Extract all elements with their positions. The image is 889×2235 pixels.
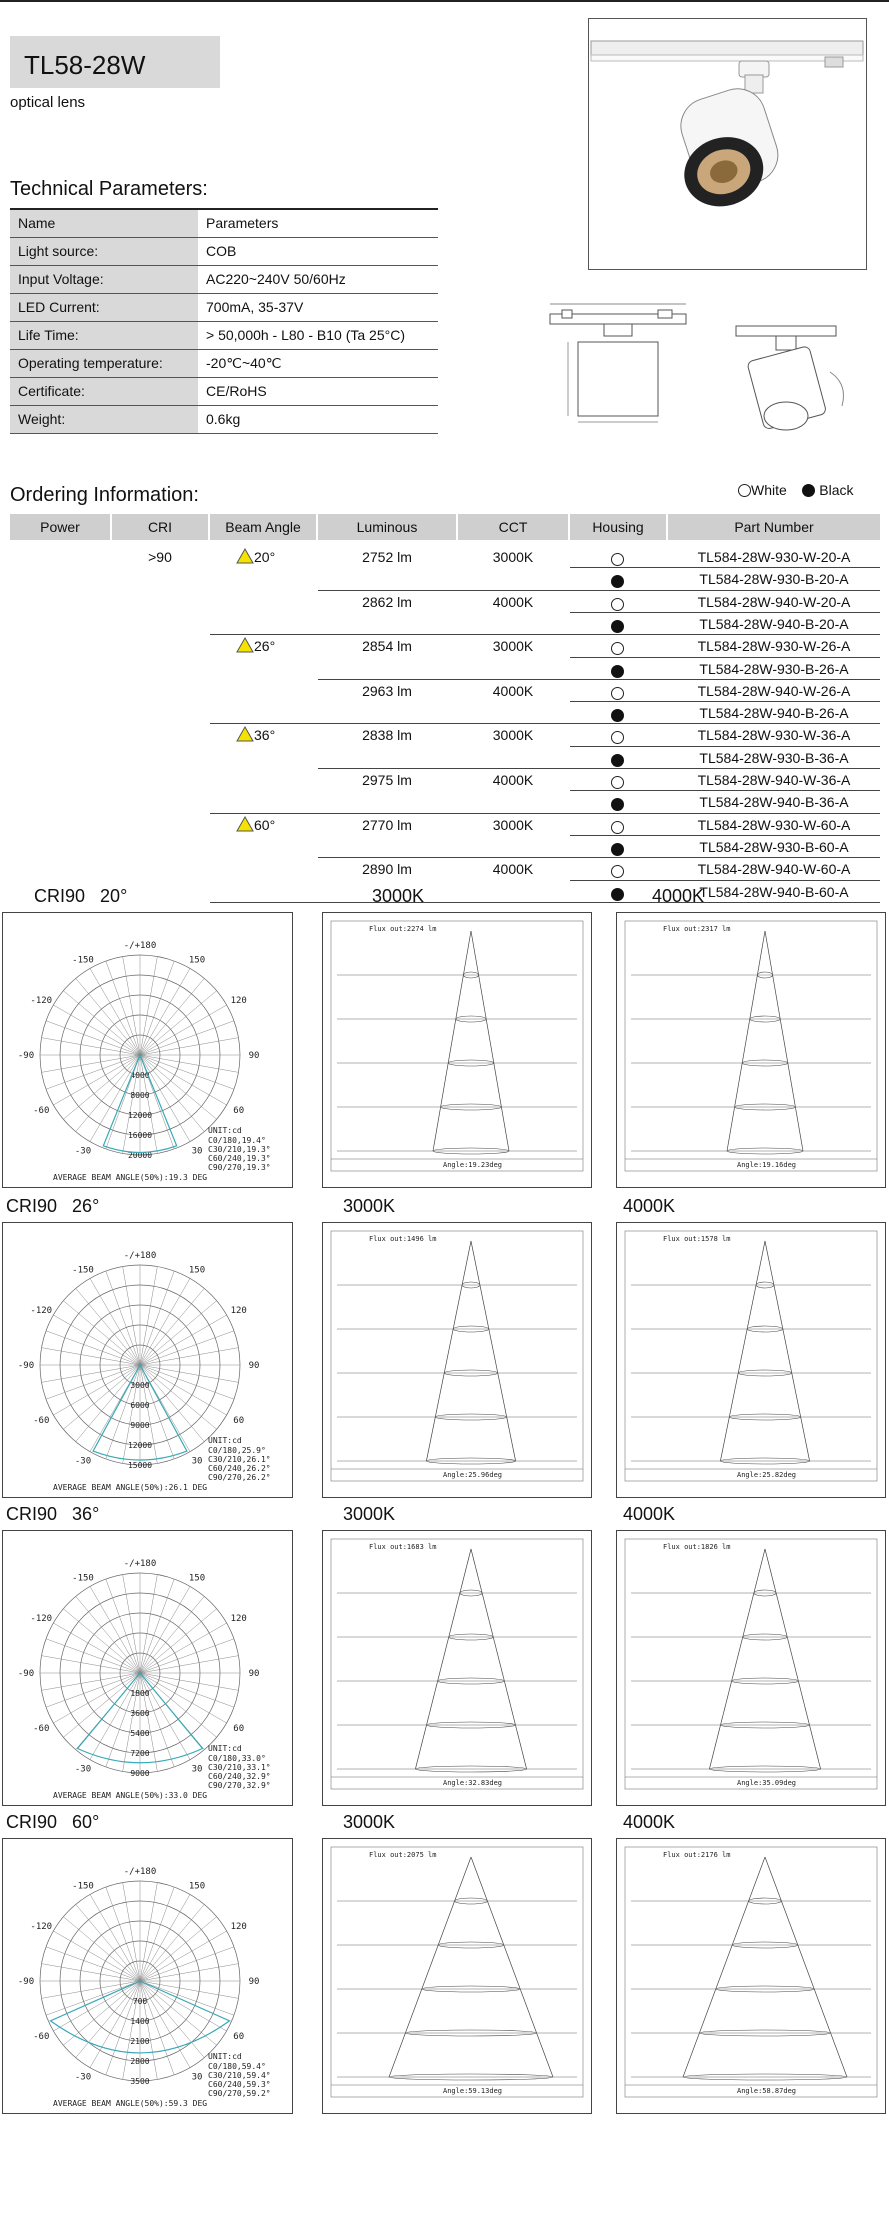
polar-angle-label: -120 xyxy=(30,1614,53,1624)
luminous-value: 2770 lm xyxy=(362,816,412,833)
cct-heading-3000k: 3000K xyxy=(372,886,425,906)
cone-edge xyxy=(720,1241,765,1461)
polar-angle-label: -/+180 xyxy=(123,1251,157,1261)
col-beam-angle: Beam Angle xyxy=(210,514,316,540)
param-value: Parameters xyxy=(198,209,438,237)
black-housing-icon xyxy=(611,665,624,678)
cone-angle-label: Angle:25.82deg xyxy=(737,1471,797,1479)
beam-divider xyxy=(210,723,318,724)
illuminance-cone-diagram xyxy=(322,1530,592,1806)
cone-frame xyxy=(625,921,877,1171)
cct-heading-3000k: 3000K xyxy=(343,1812,396,1832)
cct-heading-4000k: 4000K xyxy=(623,1196,676,1216)
polar-ring-label: 8000 xyxy=(130,1091,150,1100)
cone-edge xyxy=(426,1241,471,1461)
cct-value: 3000K xyxy=(492,638,534,655)
luminous-value: 2854 lm xyxy=(362,638,412,655)
polar-curve-label: C60/240,59.3° xyxy=(208,2080,271,2089)
polar-angle-label: 120 xyxy=(230,1306,247,1316)
polar-angle-label: -60 xyxy=(33,1106,50,1116)
cct-heading-4000k: 4000K xyxy=(623,1504,676,1524)
luminous-value: 2838 lm xyxy=(362,727,412,744)
polar-ring-label: 16000 xyxy=(127,1131,153,1140)
polar-ring-label: 700 xyxy=(132,1997,148,2006)
white-housing-icon xyxy=(611,731,624,744)
cct-value: 4000K xyxy=(492,682,534,699)
legend-white: White xyxy=(751,482,787,498)
polar-angle-label: -90 xyxy=(17,1669,35,1679)
polar-ring-label: 3500 xyxy=(130,2077,150,2086)
cone-edge xyxy=(765,1241,810,1461)
housing-marker xyxy=(611,551,624,569)
cone-edge xyxy=(765,1857,847,2077)
housing-marker xyxy=(611,596,624,614)
polar-intensity-chart xyxy=(2,1530,293,1806)
polar-ring-label: 12000 xyxy=(127,1441,153,1450)
polar-average-beam-angle: AVERAGE BEAM ANGLE(50%):26.1 DEG xyxy=(53,1483,208,1492)
part-number: TL584-28W-930-W-60-A xyxy=(697,816,851,833)
ordering-heading: Ordering Information: xyxy=(10,484,199,506)
polar-angle-label: 30 xyxy=(191,1456,203,1467)
illuminance-cone-diagram xyxy=(616,912,886,1188)
beam-angle-label: 20° xyxy=(254,549,276,565)
polar-angle-label: -90 xyxy=(17,1361,35,1371)
part-number: TL584-28W-940-W-26-A xyxy=(697,682,851,699)
white-housing-icon xyxy=(611,865,624,878)
cone-angle-label: Angle:35.09deg xyxy=(737,1779,797,1787)
beam-angle-label: 26° xyxy=(254,638,276,655)
polar-ring-label: 5400 xyxy=(130,1729,150,1738)
polar-ring-label: 9000 xyxy=(130,1421,150,1430)
polar-ring-label: 9000 xyxy=(130,1769,150,1778)
polar-angle-label: 120 xyxy=(230,1614,247,1624)
polar-curve-label: C30/210,26.1° xyxy=(208,1455,271,1464)
cone-edge xyxy=(727,931,765,1151)
illuminance-cone-diagram xyxy=(322,912,592,1188)
param-key: Weight: xyxy=(10,405,198,433)
housing-marker xyxy=(611,796,624,814)
cone-frame xyxy=(625,1231,877,1481)
photometry-heading xyxy=(34,886,127,907)
housing-marker xyxy=(611,819,624,837)
polar-angle-label: 60 xyxy=(233,2032,245,2042)
housing-marker xyxy=(611,752,624,770)
cone-edge xyxy=(471,1857,553,2077)
product-model-title: TL58-28W xyxy=(10,36,220,88)
cct-value: 3000K xyxy=(492,816,534,833)
cone-angle-label: Angle:25.96deg xyxy=(443,1471,503,1479)
cct-heading-4000k: 4000K xyxy=(623,1812,676,1832)
polar-ring-label: 12000 xyxy=(127,1111,153,1120)
part-number: TL584-28W-930-B-60-A xyxy=(699,838,849,855)
housing-marker xyxy=(611,863,624,881)
angle-label: 20° xyxy=(100,886,128,906)
housing-marker xyxy=(611,618,624,636)
col-cri: CRI xyxy=(112,514,208,540)
polar-angle-label: 30 xyxy=(191,1764,203,1775)
table-row xyxy=(10,377,438,405)
housing-marker xyxy=(611,640,624,658)
cone-edge xyxy=(765,931,803,1151)
param-value: AC220~240V 50/60Hz xyxy=(198,265,438,293)
polar-curve-label: C90/270,32.9° xyxy=(208,1781,271,1790)
tech-params-table xyxy=(10,208,438,434)
polar-angle-label: 90 xyxy=(248,1669,260,1679)
param-key: Light source: xyxy=(10,237,198,265)
white-dot-icon xyxy=(738,484,751,497)
polar-angle-label: -60 xyxy=(33,2032,50,2042)
param-value: 700mA, 35-37V xyxy=(198,293,438,321)
polar-angle-label: -120 xyxy=(30,1306,53,1316)
polar-angle-label: 60 xyxy=(233,1106,245,1116)
polar-curve-label: C90/270,59.2° xyxy=(208,2089,271,2098)
black-housing-icon xyxy=(611,754,624,767)
part-number: TL584-28W-940-W-20-A xyxy=(697,593,851,610)
polar-angle-label: -150 xyxy=(72,1265,94,1276)
polar-angle-label: 120 xyxy=(230,996,247,1006)
table-row xyxy=(10,209,438,237)
housing-marker xyxy=(611,841,624,859)
polar-ring-label: 6000 xyxy=(130,1401,150,1410)
cone-frame xyxy=(331,1539,583,1789)
polar-curve-label: C90/270,19.3° xyxy=(208,1163,271,1172)
polar-unit: UNIT:cd xyxy=(208,1126,242,1135)
angle-label: 60° xyxy=(72,1812,100,1832)
flux-label: Flux out:1683 lm xyxy=(369,1543,437,1551)
cct-heading-3000k: 3000K xyxy=(343,1196,396,1216)
polar-ring-label: 1400 xyxy=(130,2017,150,2026)
cone-edge xyxy=(415,1549,471,1769)
table-row xyxy=(10,265,438,293)
polar-ring-label: 3600 xyxy=(130,1709,150,1718)
cri-label: CRI90 xyxy=(6,1196,58,1216)
param-value: 0.6kg xyxy=(198,405,438,433)
flux-label: Flux out:1826 lm xyxy=(663,1543,731,1551)
top-rule xyxy=(0,0,889,2)
white-housing-icon xyxy=(611,687,624,700)
cone-edge xyxy=(471,1549,527,1769)
cct-heading-4000k: 4000K xyxy=(652,886,705,906)
cone-frame xyxy=(331,921,583,1171)
white-housing-icon xyxy=(611,598,624,611)
cone-edge xyxy=(709,1549,765,1769)
product-subtitle: optical lens xyxy=(10,94,86,111)
polar-ring-label: 4000 xyxy=(130,1071,150,1080)
white-housing-icon xyxy=(611,776,624,789)
polar-angle-label: -/+180 xyxy=(123,1867,157,1877)
part-number: TL584-28W-930-W-36-A xyxy=(697,727,851,744)
polar-angle-label: 150 xyxy=(188,1265,206,1276)
beam-angle xyxy=(236,816,275,835)
cri-value: >90 xyxy=(148,549,172,565)
illuminance-cone-diagram xyxy=(322,1838,592,2114)
polar-ring-label: 1800 xyxy=(130,1689,150,1698)
polar-angle-label: 150 xyxy=(188,1881,206,1892)
flux-label: Flux out:2176 lm xyxy=(663,1851,731,1859)
polar-curve-label: C30/210,19.3° xyxy=(208,1145,271,1154)
polar-ring-label: 20000 xyxy=(127,1151,153,1160)
beam-divider xyxy=(210,634,318,635)
polar-intensity-chart xyxy=(2,1838,293,2114)
polar-angle-label: -90 xyxy=(17,1977,35,1987)
polar-unit: UNIT:cd xyxy=(208,1436,242,1445)
col-cct: CCT xyxy=(458,514,568,540)
part-number: TL584-28W-930-B-36-A xyxy=(699,749,849,766)
cct-heading-3000k: 3000K xyxy=(343,1504,396,1524)
luminous-value: 2890 lm xyxy=(362,861,412,878)
cct-value: 3000K xyxy=(492,727,534,744)
tech-params-heading: Technical Parameters: xyxy=(10,178,208,200)
part-number: TL584-28W-940-B-60-A xyxy=(699,883,849,900)
cone-edge xyxy=(471,1241,516,1461)
row-divider xyxy=(570,902,880,903)
cct-value: 4000K xyxy=(492,772,534,788)
polar-angle-label: 90 xyxy=(248,1361,260,1371)
black-housing-icon xyxy=(611,575,624,588)
part-number: TL584-28W-930-B-26-A xyxy=(699,660,849,677)
housing-marker xyxy=(611,573,624,591)
cri-label: CRI90 xyxy=(6,1504,58,1524)
polar-angle-label: 90 xyxy=(248,1977,260,1987)
part-number: TL584-28W-940-W-60-A xyxy=(697,861,851,878)
warning-triangle-icon xyxy=(236,726,254,745)
luminous-value: 2975 lm xyxy=(362,772,412,788)
housing-marker xyxy=(611,774,624,792)
luminous-value: 2752 lm xyxy=(362,549,412,565)
beam-angle-label: 36° xyxy=(254,727,276,744)
legend-black: Black xyxy=(819,482,854,498)
black-housing-icon xyxy=(611,798,624,811)
polar-ring-label: 2100 xyxy=(130,2037,150,2046)
group-divider xyxy=(318,902,570,903)
cone-edge xyxy=(471,931,509,1151)
housing-marker xyxy=(611,729,624,747)
cct-value: 4000K xyxy=(492,861,534,878)
polar-average-beam-angle: AVERAGE BEAM ANGLE(50%):19.3 DEG xyxy=(53,1173,208,1182)
param-key: Name xyxy=(10,209,198,237)
polar-intensity-chart xyxy=(2,912,293,1188)
cri-label: CRI90 xyxy=(6,1812,58,1832)
cone-edge xyxy=(433,931,471,1151)
angle-label: 36° xyxy=(72,1504,100,1524)
param-key: Input Voltage: xyxy=(10,265,198,293)
polar-unit: UNIT:cd xyxy=(208,2052,242,2061)
part-number: TL584-28W-940-B-20-A xyxy=(699,615,849,632)
polar-average-beam-angle: AVERAGE BEAM ANGLE(50%):59.3 DEG xyxy=(53,2099,208,2108)
photometry-heading xyxy=(6,1504,99,1525)
cone-edge xyxy=(765,1549,821,1769)
col-power: Power xyxy=(10,514,110,540)
cone-frame xyxy=(331,1847,583,2097)
beam-angle xyxy=(236,548,275,567)
polar-curve-label: C30/210,59.4° xyxy=(208,2071,271,2080)
beam-divider xyxy=(210,813,318,814)
beam-angle xyxy=(236,726,275,745)
polar-angle-label: -120 xyxy=(30,996,53,1006)
warning-triangle-icon xyxy=(236,637,254,656)
beam-angle xyxy=(236,637,275,656)
flux-label: Flux out:1578 lm xyxy=(663,1235,731,1243)
luminous-value: 2963 lm xyxy=(362,682,412,699)
illuminance-cone-diagram xyxy=(616,1838,886,2114)
param-key: Life Time: xyxy=(10,321,198,349)
housing-marker xyxy=(611,685,624,703)
white-housing-icon xyxy=(611,642,624,655)
polar-angle-label: 30 xyxy=(191,1146,203,1157)
housing-legend xyxy=(738,482,853,498)
cone-angle-label: Angle:19.16deg xyxy=(737,1161,797,1169)
polar-ring-label: 7200 xyxy=(130,1749,150,1758)
part-number: TL584-28W-940-B-26-A xyxy=(699,705,849,722)
warning-triangle-icon xyxy=(236,548,254,567)
polar-angle-label: 150 xyxy=(188,955,206,966)
flux-label: Flux out:2075 lm xyxy=(369,1851,437,1859)
dimension-drawing-front xyxy=(548,296,688,433)
dimension-drawing-side xyxy=(730,312,870,441)
param-value: -20℃~40℃ xyxy=(198,349,438,377)
polar-ring-label: 3000 xyxy=(130,1381,150,1390)
housing-marker xyxy=(611,663,624,681)
part-number: TL584-28W-930-B-20-A xyxy=(699,571,849,588)
polar-curve-label: C0/180,25.9° xyxy=(208,1446,266,1455)
polar-curve-label: C0/180,59.4° xyxy=(208,2062,266,2071)
polar-angle-label: -120 xyxy=(30,1922,53,1932)
col-housing: Housing xyxy=(570,514,666,540)
illuminance-cone-diagram xyxy=(322,1222,592,1498)
polar-ring-label: 2800 xyxy=(130,2057,150,2066)
illuminance-cone-diagram xyxy=(616,1222,886,1498)
housing-marker xyxy=(611,707,624,725)
polar-angle-label: -30 xyxy=(74,2072,92,2083)
polar-intensity-chart xyxy=(2,1222,293,1498)
param-value: COB xyxy=(198,237,438,265)
polar-angle-label: -150 xyxy=(72,1573,94,1584)
cct-value: 3000K xyxy=(492,549,534,565)
cone-edge xyxy=(683,1857,765,2077)
param-key: Operating temperature: xyxy=(10,349,198,377)
table-row xyxy=(10,237,438,265)
polar-angle-label: -30 xyxy=(74,1456,92,1467)
cone-angle-label: Angle:58.87deg xyxy=(737,2087,797,2095)
beam-divider xyxy=(210,902,318,903)
flux-label: Flux out:1496 lm xyxy=(369,1235,437,1243)
cone-angle-label: Angle:19.23deg xyxy=(443,1161,503,1169)
part-number: TL584-28W-940-B-36-A xyxy=(699,794,849,811)
polar-curve-label: C90/270,26.2° xyxy=(208,1473,271,1482)
beam-angle-label: 60° xyxy=(254,816,276,833)
part-number: TL584-28W-930-W-26-A xyxy=(697,638,851,655)
polar-angle-label: 90 xyxy=(248,1051,260,1061)
housing-marker xyxy=(611,886,624,904)
polar-curve-label: C30/210,33.1° xyxy=(208,1763,271,1772)
white-housing-icon xyxy=(611,821,624,834)
table-row xyxy=(10,293,438,321)
cone-angle-label: Angle:59.13deg xyxy=(443,2087,503,2095)
param-key: LED Current: xyxy=(10,293,198,321)
col-part-number: Part Number xyxy=(668,514,880,540)
polar-angle-label: -30 xyxy=(74,1146,92,1157)
warning-triangle-icon xyxy=(236,816,254,835)
luminous-value: 2862 lm xyxy=(362,593,412,610)
black-housing-icon xyxy=(611,888,624,901)
cone-angle-label: Angle:32.83deg xyxy=(443,1779,503,1787)
black-housing-icon xyxy=(611,709,624,722)
flux-label: Flux out:2274 lm xyxy=(369,925,437,933)
white-housing-icon xyxy=(611,553,624,566)
param-value: > 50,000h - L80 - B10 (Ta 25°C) xyxy=(198,321,438,349)
table-row xyxy=(10,349,438,377)
photometry-heading xyxy=(6,1812,99,1833)
flux-label: Flux out:2317 lm xyxy=(663,925,731,933)
photometry-heading xyxy=(6,1196,99,1217)
polar-angle-label: -150 xyxy=(72,955,94,966)
polar-curve-label: C60/240,19.3° xyxy=(208,1154,271,1163)
cone-frame xyxy=(625,1847,877,2097)
cone-frame xyxy=(625,1539,877,1789)
polar-angle-label: 150 xyxy=(188,1573,206,1584)
product-photo xyxy=(588,18,867,270)
polar-ring-label: 15000 xyxy=(127,1461,153,1470)
param-value: CE/RoHS xyxy=(198,377,438,405)
polar-angle-label: -30 xyxy=(74,1764,92,1775)
param-key: Certificate: xyxy=(10,377,198,405)
polar-angle-label: 60 xyxy=(233,1416,245,1426)
cone-edge xyxy=(389,1857,471,2077)
polar-curve-label: C0/180,19.4° xyxy=(208,1136,266,1145)
illuminance-cone-diagram xyxy=(616,1530,886,1806)
part-number: TL584-28W-940-W-36-A xyxy=(697,772,851,788)
polar-angle-label: 60 xyxy=(233,1724,245,1734)
polar-curve-label: C60/240,26.2° xyxy=(208,1464,271,1473)
black-housing-icon xyxy=(611,843,624,856)
polar-angle-label: -90 xyxy=(17,1051,35,1061)
polar-angle-label: -150 xyxy=(72,1881,94,1892)
part-number: TL584-28W-930-W-20-A xyxy=(697,549,851,565)
black-housing-icon xyxy=(611,620,624,633)
polar-angle-label: -60 xyxy=(33,1416,50,1426)
angle-label: 26° xyxy=(72,1196,100,1216)
col-luminous: Luminous xyxy=(318,514,456,540)
polar-angle-label: 120 xyxy=(230,1922,247,1932)
polar-average-beam-angle: AVERAGE BEAM ANGLE(50%):33.0 DEG xyxy=(53,1791,208,1800)
polar-angle-label: 30 xyxy=(191,2072,203,2083)
polar-curve-label: C0/180,33.0° xyxy=(208,1754,266,1763)
cct-value: 4000K xyxy=(492,593,534,610)
polar-angle-label: -/+180 xyxy=(123,941,157,951)
black-dot-icon xyxy=(802,484,815,497)
polar-angle-label: -/+180 xyxy=(123,1559,157,1569)
polar-angle-label: -60 xyxy=(33,1724,50,1734)
table-row xyxy=(10,405,438,433)
table-row xyxy=(10,321,438,349)
cone-frame xyxy=(331,1231,583,1481)
polar-unit: UNIT:cd xyxy=(208,1744,242,1753)
cri-label: CRI90 xyxy=(34,886,86,906)
polar-curve-label: C60/240,32.9° xyxy=(208,1772,271,1781)
